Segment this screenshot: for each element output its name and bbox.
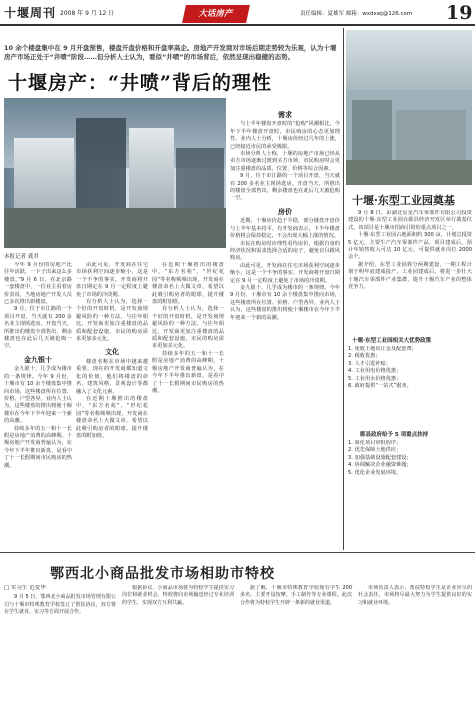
sidebar-list-head-2: 郧县政府给予 5 项重点扶持 bbox=[360, 432, 429, 438]
paragraph: 近期，十堰房价趋于平稳，部分楼盘开盘价与上半年基本持平。有开发商表示，下半年楼盘价格将会保持稳定，不会出现大幅上涨的情况。 bbox=[230, 218, 340, 240]
paragraph: 与上半年楼盘开盘时的“抢购”风潮相比，今年下半年楼盘开盘时，市民购房的心态更加理性。业内人士分析，十堰房价经过几年的上涨，已经接近市民的承受极限。 bbox=[230, 121, 340, 150]
article-title: 十堰房产：“井喷”背后的理性 bbox=[8, 72, 272, 94]
page-number: 19 bbox=[446, 2, 473, 24]
paragraph: 楼盘名称在市场中越来越重要。现在的开发商都知道文化的价值，他们将楼盘的命名、建筑风格、景观设计等都融入了文化元素。 bbox=[76, 358, 148, 395]
paragraph: 市民在购房时应理性看待房价，根据自身的经济状况和需求选择合适的房子，避免盲目跟风购房。 bbox=[230, 240, 340, 262]
paragraph: 有分析人士认为，选择一个好的开盘时机，是开发商规避风险的一种方法。与往年相比，开发商更加注重楼盘的品质和配套设施，市民的购房需求更加多元化。 bbox=[152, 306, 224, 350]
article-deck: 10 余个楼盘集中在 9 月开盘预售，楼盘开盘价格和开盘率高企。房地产开发商对市场后期走势较为乐观，认为十堰房产市场正处于“井喷”阶段……但分析人士认为，看似“井喷”的市场背后，依然呈现出稳健的态势。 bbox=[4, 44, 337, 61]
paragraph: 由此可见，开发商在住宅市场获利空间逐步缩小，这是一个不争的事实。开发商将开盘日期定在 9 月一定程度上避免了市场的冷淡期。 bbox=[76, 262, 148, 298]
list-item: 5. 工业用水价格优惠； bbox=[348, 375, 402, 382]
paragraph: 持续多年的五一和十一长假是房地产消费的高峰期。十堰房地产开发商普遍认为，在今年下半年推出新盘，是看中了十一长假期间市民购房的热潮。 bbox=[152, 350, 224, 394]
paragraph: 今年 9 月份的房地产比往年活跃，一下子出来这么多楼盘。”9 月 6 日，在北京路一套楼盘中，一位业主看着房价表说，当地房地产开发人员已多次推出新楼盘。 bbox=[4, 262, 72, 306]
paragraph: 十堰·东型工业园占地面积约 300 亩，计划总投资 5 亿元，主要生产汽车零部件产品。项目建成后，预计年销售收入可达 10 亿元，可提供就业岗位 2000 余个。 bbox=[348, 232, 472, 261]
bottom-column-3 bbox=[240, 585, 352, 700]
paragraph: 持续多年的五一和十一长假是房地产消费的高峰期。十堰房地产开发商普遍认为，在今年下半年推出新盘，是看中了十一长假期间市民购房的热潮。 bbox=[4, 425, 72, 469]
list-item: 2. 优先保障土地供应； bbox=[348, 447, 402, 454]
paragraph: 市场负责人表示，帮扶特校学生是企业应尽的社会责任，市场将尽最大努力为学生提供良好的实习和就业环境。 bbox=[358, 585, 472, 606]
list-item: 5. 优化企业发展环境。 bbox=[348, 469, 402, 476]
paragraph: 9 月 5 日，鄂西北小商品批发市场管理有限公司与十堰市特殊教育学校签订了帮扶协议，双方将在学生就业、实习等方面开展合作。 bbox=[4, 594, 116, 616]
editor-info: 责任编辑：夏雄军 邮箱：wxdxwj@126.com bbox=[300, 11, 413, 17]
bottom-column-1 bbox=[4, 585, 116, 700]
sidebar-body bbox=[348, 210, 472, 330]
building-photo bbox=[4, 98, 226, 248]
article-column-2 bbox=[76, 262, 148, 550]
sidebar-list-1 bbox=[348, 346, 472, 424]
article-column-4 bbox=[230, 106, 340, 550]
subhead-wenhua: 文化 bbox=[105, 347, 119, 357]
article-column-3 bbox=[152, 262, 224, 550]
bottom-column-2 bbox=[122, 585, 234, 700]
section-tag: 大话房产 bbox=[182, 5, 250, 23]
page-header bbox=[0, 0, 475, 26]
list-item: 4. 协调解决企业融资难题； bbox=[348, 462, 412, 469]
issue-date: 2008 年 9 月 12 日 bbox=[60, 10, 115, 17]
paragraph: 金九银十，几乎成为楼市的一条规律。今年 9 月份，十堰市有 10 余个楼盘集中推向市场，这些楼盘所在位置、价格、户型各异。业内人士认为，这些楼盘的推出将使十堰楼市在今年下半年迎来一个新的高潮。 bbox=[4, 366, 72, 425]
bottom-column-4 bbox=[358, 585, 472, 700]
paragraph: 金九银十，几乎成为楼市的一条规律。今年 9 月份，十堰市有 10 余个楼盘集中推向市场，这些楼盘所在位置、价格、户型各异。业内人士认为，这些楼盘的推出将使十堰楼市在今年下半年迎来一个新的高潮。 bbox=[230, 284, 340, 321]
paragraph: 9 月，位于市江路的一个项目开盘，当天就有 200 多名业主现场选房。开盘当天，所推出的楼盘全部售出，剩余楼盘也在此后几天被抢购一空。 bbox=[4, 306, 72, 350]
photo-caption: 本报记者 龚君 bbox=[4, 254, 39, 260]
paragraph: 据介绍，东型工业园将分两期建设，一期工程计划于明年底建成投产。工业园建成后，将进一步壮大十堰汽车零部件产业集群，提升十堰汽车产业的整体竞争力。 bbox=[348, 261, 472, 291]
sidebar-title: 十堰·东型工业园奠基 bbox=[352, 194, 455, 207]
paragraph: 据了解，十堰市特殊教育学校现有学生 200 多名，主要开设按摩、手工制作等专业课程。此次合作将为特校学生开辟一条新的就业渠道。 bbox=[240, 585, 352, 606]
paragraph: 由此可见，开发商在住宅市场获利空间逐步缩小，这是一个不争的事实。开发商将开盘日期定在 9 月一定程度上避免了市场的冷淡期。 bbox=[230, 262, 340, 284]
list-item: 3. 人才引进补贴； bbox=[348, 360, 391, 367]
paragraph: 在近期十堰推出的楼盘中，“东方名苑”、“世纪花园”等名称频频出现，开发商在楼盘命名上大做文章，希望以此吸引购房者的眼球，提升楼盘的附加值。 bbox=[152, 262, 224, 306]
list-item: 3. 加强基础设施配套建设； bbox=[348, 454, 412, 461]
section-divider bbox=[0, 552, 475, 553]
list-item: 1. 简化项目审批程序； bbox=[348, 440, 402, 446]
article-column-1 bbox=[4, 262, 72, 550]
subhead-xuqiu: 需求 bbox=[278, 110, 292, 119]
masthead-brand: 十堰周刊 bbox=[4, 6, 57, 20]
paragraph: 9 月，位于市江路的一个项目开盘，当天就有 200 多名业主现场选房。开盘当天，所推出的楼盘全部售出，剩余楼盘也在此后几天被抢购一空。 bbox=[230, 173, 340, 202]
paragraph: 有分析人士认为，选择一个好的开盘时机，是开发商规避风险的一种方法。与往年相比，开发商更加注重楼盘的品质和配套设施，市民的购房需求更加多元化。 bbox=[76, 299, 148, 343]
subhead-jinjiu: 金九银十 bbox=[24, 354, 52, 364]
sidebar-list-head-1: 十堰·东型工业园相关大优势政策 bbox=[352, 338, 432, 344]
list-item: 4. 工业用电价格优惠； bbox=[348, 368, 402, 375]
paragraph: 在近期十堰推出的楼盘中，“东方名苑”、“世纪花园”等名称频频出现，开发商在楼盘命名上大做文章，希望以此吸引购房者的眼球，提升楼盘的附加值。 bbox=[76, 395, 148, 439]
subhead-fangjia: 房价 bbox=[278, 206, 292, 216]
list-item: 1. 免收土地出让金及配套费； bbox=[348, 346, 417, 352]
sidebar-list-2 bbox=[348, 440, 472, 550]
paragraph: 市场分析人士称，十堰的房地产市场已经从卖方市场逐渐过渡到买方市场，市民购房时会更加注重楼盘的品质、位置、价格等综合因素。 bbox=[230, 151, 340, 172]
bottom-article-title: 鄂西北小商品批发市场相助市特校 bbox=[50, 566, 275, 582]
paragraph: 9 月 8 日，由湖北星星汽车零部件有限公司投资建设的十堰·东型工业园在郧县经济开发区举行奠基仪式。该项目是十堰市招商引资的重点项目之一。 bbox=[348, 210, 472, 231]
industrial-park-photo bbox=[346, 30, 472, 185]
reporter-byline: □ 实习生 范爱华 bbox=[4, 585, 46, 591]
list-item: 2. 税收优惠； bbox=[348, 353, 381, 360]
paragraph: 根据协议，小商品市场将为特校学生提供实习岗位和就业机会，特校将向市场输送经过专业培训的学生，实现双方互利共赢。 bbox=[122, 585, 234, 606]
column-divider bbox=[343, 28, 344, 550]
list-item: 6. 政府提供“一站式”服务。 bbox=[348, 383, 412, 390]
